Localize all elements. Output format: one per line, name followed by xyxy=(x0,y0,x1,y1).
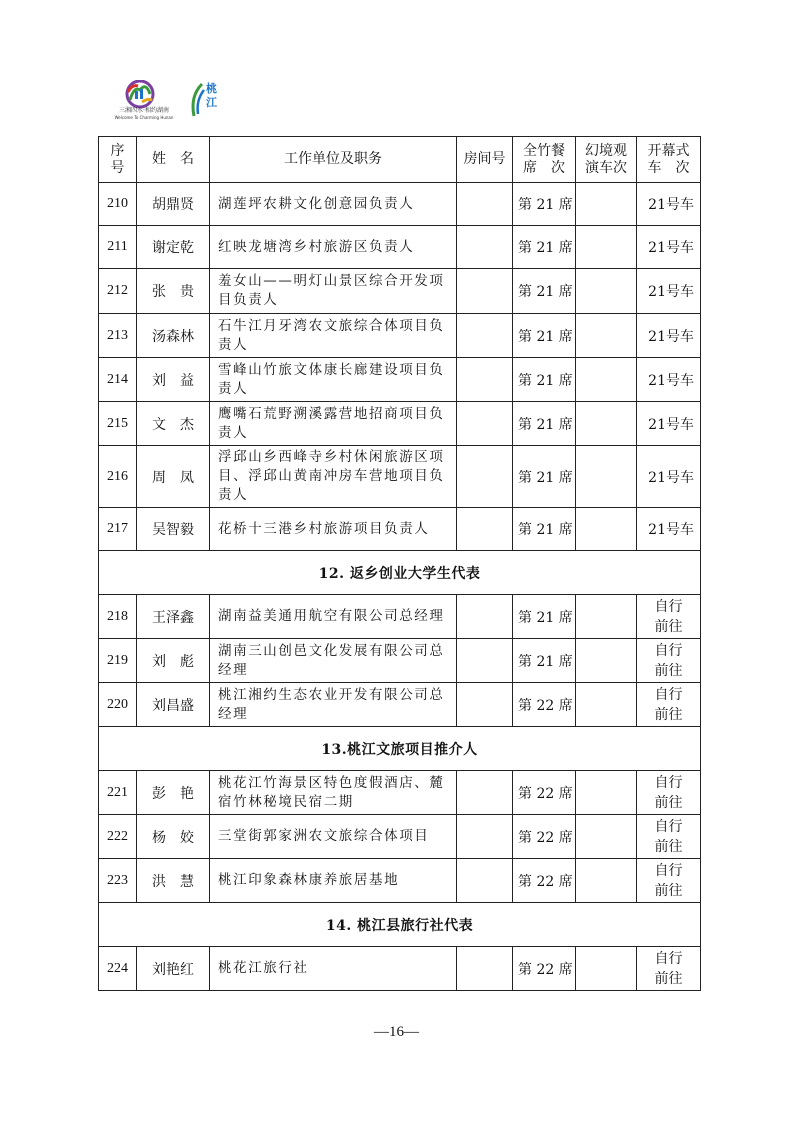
row-number: 214 xyxy=(99,358,137,402)
attendee-unit: 桃江湘约生态农业开发有限公司总经理 xyxy=(210,683,457,727)
attendee-name: 刘 彪 xyxy=(137,639,210,683)
opening-bus: 21号车 xyxy=(637,314,701,358)
dinner-seat: 第 22 席 xyxy=(513,859,576,903)
table-row xyxy=(99,859,701,903)
table-row xyxy=(99,947,701,991)
room-number xyxy=(457,446,513,508)
dinner-seat: 第 21 席 xyxy=(513,402,576,446)
show-bus xyxy=(576,947,637,991)
hunan-logo-mark-icon xyxy=(116,80,164,110)
opening-bus: 21号车 xyxy=(637,446,701,508)
hunan-logo-subcaption: Welcome To Charming Hunan xyxy=(114,115,174,120)
section-row xyxy=(99,903,701,947)
header-room: 房间号 xyxy=(457,137,513,183)
dinner-seat: 第 22 席 xyxy=(513,771,576,815)
attendee-name: 刘 益 xyxy=(137,358,210,402)
hunan-tourism-logo xyxy=(104,80,184,122)
room-number xyxy=(457,595,513,639)
opening-bus xyxy=(637,639,701,683)
header-no: 序 号 xyxy=(99,137,137,183)
header-name: 姓 名 xyxy=(137,137,210,183)
row-number: 224 xyxy=(99,947,137,991)
opening-bus: 21号车 xyxy=(637,269,701,314)
table-row xyxy=(99,446,701,508)
attendee-name: 刘艳红 xyxy=(137,947,210,991)
show-bus xyxy=(576,683,637,727)
show-bus xyxy=(576,508,637,551)
attendee-unit: 桃花江竹海景区特色度假酒店、麓宿竹林秘境民宿二期 xyxy=(210,771,457,815)
taojiang-logo xyxy=(186,80,226,122)
section-title: 13.桃江文旅项目推介人 xyxy=(99,727,701,771)
attendee-name: 谢定乾 xyxy=(137,226,210,269)
opening-bus xyxy=(637,595,701,639)
attendee-unit: 桃花江旅行社 xyxy=(210,947,457,991)
attendee-name: 文 杰 xyxy=(137,402,210,446)
header-logos xyxy=(104,80,224,122)
opening-bus-text: 自行前往 xyxy=(654,950,683,987)
attendee-name: 彭 艳 xyxy=(137,771,210,815)
room-number xyxy=(457,508,513,551)
attendee-name: 杨 姣 xyxy=(137,815,210,859)
row-number: 221 xyxy=(99,771,137,815)
row-number: 222 xyxy=(99,815,137,859)
room-number xyxy=(457,314,513,358)
attendee-table xyxy=(98,136,701,991)
attendee-unit: 三堂街郭家洲农文旅综合体项目 xyxy=(210,815,457,859)
attendee-unit: 羞女山——明灯山景区综合开发项目负责人 xyxy=(210,269,457,314)
row-number: 223 xyxy=(99,859,137,903)
room-number xyxy=(457,771,513,815)
header-opening: 开幕式 车 次 xyxy=(637,137,701,183)
opening-bus: 21号车 xyxy=(637,508,701,551)
header-dinner: 全竹餐 席 次 xyxy=(513,137,576,183)
table-row xyxy=(99,683,701,727)
dinner-seat: 第 21 席 xyxy=(513,183,576,226)
taojiang-logo-text: 桃江 xyxy=(206,82,217,109)
dinner-seat: 第 22 席 xyxy=(513,815,576,859)
opening-bus xyxy=(637,771,701,815)
show-bus xyxy=(576,639,637,683)
section-title: 12. 返乡创业大学生代表 xyxy=(99,551,701,595)
attendee-name: 吴智毅 xyxy=(137,508,210,551)
show-bus xyxy=(576,859,637,903)
opening-bus: 21号车 xyxy=(637,358,701,402)
dinner-seat: 第 21 席 xyxy=(513,226,576,269)
show-bus xyxy=(576,358,637,402)
show-bus xyxy=(576,815,637,859)
section-row xyxy=(99,727,701,771)
dinner-seat: 第 22 席 xyxy=(513,683,576,727)
attendee-unit: 花桥十三港乡村旅游项目负责人 xyxy=(210,508,457,551)
room-number xyxy=(457,683,513,727)
attendee-unit: 鹰嘴石荒野溯溪露营地招商项目负责人 xyxy=(210,402,457,446)
row-number: 210 xyxy=(99,183,137,226)
table-row xyxy=(99,639,701,683)
room-number xyxy=(457,269,513,314)
attendee-name: 周 凤 xyxy=(137,446,210,508)
attendee-name: 汤森林 xyxy=(137,314,210,358)
opening-bus xyxy=(637,683,701,727)
dinner-seat: 第 21 席 xyxy=(513,595,576,639)
dinner-seat: 第 21 席 xyxy=(513,358,576,402)
taojiang-swoosh-icon xyxy=(186,82,206,118)
table-row xyxy=(99,402,701,446)
opening-bus-text: 自行前往 xyxy=(654,774,683,811)
table-row xyxy=(99,815,701,859)
attendee-unit: 雪峰山竹旅文体康长廊建设项目负责人 xyxy=(210,358,457,402)
attendee-unit: 湖南三山创邑文化发展有限公司总经理 xyxy=(210,639,457,683)
show-bus xyxy=(576,226,637,269)
attendee-name: 张 贵 xyxy=(137,269,210,314)
row-number: 215 xyxy=(99,402,137,446)
show-bus xyxy=(576,269,637,314)
row-number: 220 xyxy=(99,683,137,727)
opening-bus xyxy=(637,815,701,859)
table-row xyxy=(99,508,701,551)
show-bus xyxy=(576,595,637,639)
table-row xyxy=(99,183,701,226)
dinner-seat: 第 21 席 xyxy=(513,639,576,683)
dinner-seat: 第 21 席 xyxy=(513,314,576,358)
room-number xyxy=(457,402,513,446)
table-row xyxy=(99,269,701,314)
opening-bus: 21号车 xyxy=(637,226,701,269)
page-number: —16— xyxy=(374,1024,419,1040)
dinner-seat: 第 21 席 xyxy=(513,269,576,314)
attendee-name: 洪 慧 xyxy=(137,859,210,903)
attendee-name: 胡鼎贤 xyxy=(137,183,210,226)
room-number xyxy=(457,358,513,402)
dinner-seat: 第 21 席 xyxy=(513,508,576,551)
row-number: 217 xyxy=(99,508,137,551)
header-show: 幻境观 演车次 xyxy=(576,137,637,183)
attendee-unit: 石牛江月牙湾农文旅综合体项目负责人 xyxy=(210,314,457,358)
show-bus xyxy=(576,402,637,446)
show-bus xyxy=(576,183,637,226)
dinner-seat: 第 21 席 xyxy=(513,446,576,508)
table-row xyxy=(99,226,701,269)
section-row xyxy=(99,551,701,595)
attendee-unit: 湖南益美通用航空有限公司总经理 xyxy=(210,595,457,639)
table-row xyxy=(99,595,701,639)
table-header-row xyxy=(99,137,701,183)
room-number xyxy=(457,183,513,226)
table-row xyxy=(99,358,701,402)
attendee-unit: 浮邱山乡西峰寺乡村休闲旅游区项目、浮邱山黄南冲房车营地项目负责人 xyxy=(210,446,457,508)
opening-bus: 21号车 xyxy=(637,183,701,226)
row-number: 211 xyxy=(99,226,137,269)
opening-bus: 21号车 xyxy=(637,402,701,446)
opening-bus xyxy=(637,859,701,903)
opening-bus-text: 自行前往 xyxy=(654,862,683,899)
row-number: 212 xyxy=(99,269,137,314)
room-number xyxy=(457,815,513,859)
table-row xyxy=(99,314,701,358)
hunan-logo-caption: 三湘四水·相约湖南 xyxy=(119,107,169,114)
opening-bus-text: 自行前往 xyxy=(654,598,683,635)
show-bus xyxy=(576,771,637,815)
row-number: 213 xyxy=(99,314,137,358)
row-number: 219 xyxy=(99,639,137,683)
attendee-unit: 湖莲坪农耕文化创意园负责人 xyxy=(210,183,457,226)
show-bus xyxy=(576,446,637,508)
row-number: 218 xyxy=(99,595,137,639)
attendee-unit: 桃江印象森林康养旅居基地 xyxy=(210,859,457,903)
attendee-name: 王泽鑫 xyxy=(137,595,210,639)
room-number xyxy=(457,947,513,991)
row-number: 216 xyxy=(99,446,137,508)
section-title: 14. 桃江县旅行社代表 xyxy=(99,903,701,947)
opening-bus xyxy=(637,947,701,991)
show-bus xyxy=(576,314,637,358)
table-body xyxy=(99,183,701,991)
header-unit: 工作单位及职务 xyxy=(210,137,457,183)
table-row xyxy=(99,771,701,815)
opening-bus-text: 自行前往 xyxy=(654,642,683,679)
opening-bus-text: 自行前往 xyxy=(654,818,683,855)
dinner-seat: 第 22 席 xyxy=(513,947,576,991)
room-number xyxy=(457,859,513,903)
attendee-unit: 红映龙塘湾乡村旅游区负责人 xyxy=(210,226,457,269)
room-number xyxy=(457,639,513,683)
opening-bus-text: 自行前往 xyxy=(654,686,683,723)
attendee-name: 刘昌盛 xyxy=(137,683,210,727)
room-number xyxy=(457,226,513,269)
